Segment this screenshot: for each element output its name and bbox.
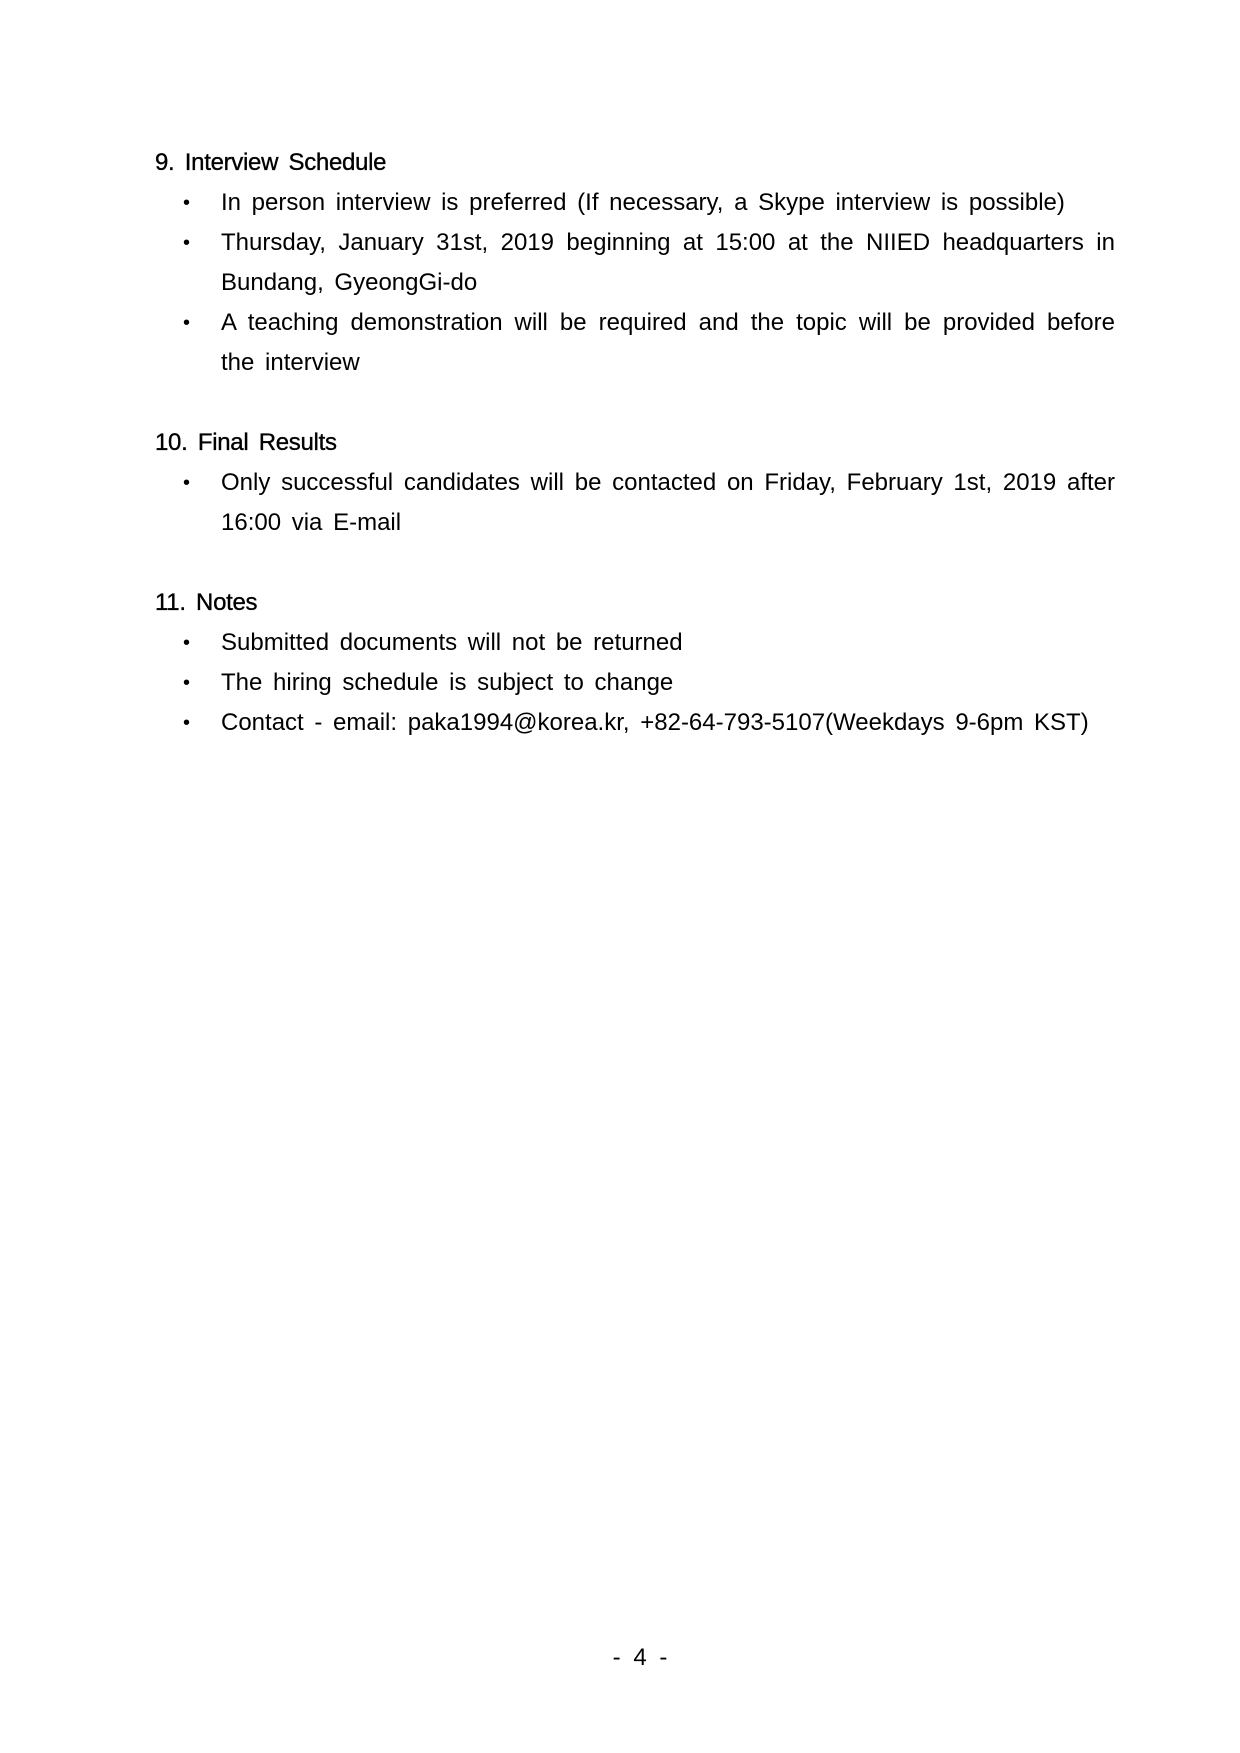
bullet-icon: • (183, 192, 191, 214)
bullet-list (155, 183, 1115, 383)
page-number: - 4 - (612, 1644, 668, 1671)
bullet-icon: • (183, 472, 191, 494)
section-interview-schedule (155, 143, 1115, 383)
list-item (155, 463, 1115, 543)
list-item (155, 303, 1115, 383)
bullet-icon: • (183, 232, 191, 254)
list-item-text: A teaching demonstration will be required and the topic will be provided before the interview (221, 309, 1115, 376)
list-item-text: Thursday, January 31st, 2019 beginning at 15:00 at the NIIED headquarters in Bundang, GyeongGi-do (221, 229, 1115, 296)
bullet-icon: • (183, 712, 191, 734)
list-item-text: Contact - email: paka1994@korea.kr, +82-64-793-5107(Weekdays 9-6pm KST) (221, 709, 1089, 736)
list-item (155, 623, 1115, 663)
bullet-icon: • (183, 312, 191, 334)
list-item (155, 703, 1115, 743)
list-item (155, 663, 1115, 703)
bullet-icon: • (183, 632, 191, 654)
bullet-list (155, 623, 1115, 743)
section-heading: 11. Notes (155, 589, 258, 616)
list-item (155, 183, 1115, 223)
list-item-text: Submitted documents will not be returned (221, 629, 683, 656)
section-notes (155, 583, 1115, 743)
section-final-results (155, 423, 1115, 543)
list-item (155, 223, 1115, 303)
section-heading: 10. Final Results (155, 429, 337, 456)
list-item-text: Only successful candidates will be contacted on Friday, February 1st, 2019 after 16:00 via E-mail (221, 469, 1115, 536)
bullet-list (155, 463, 1115, 543)
bullet-icon: • (183, 672, 191, 694)
document-body (155, 143, 1115, 783)
section-heading: 9. Interview Schedule (155, 149, 387, 176)
list-item-text: In person interview is preferred (If necessary, a Skype interview is possible) (221, 189, 1065, 216)
list-item-text: The hiring schedule is subject to change (221, 669, 674, 696)
